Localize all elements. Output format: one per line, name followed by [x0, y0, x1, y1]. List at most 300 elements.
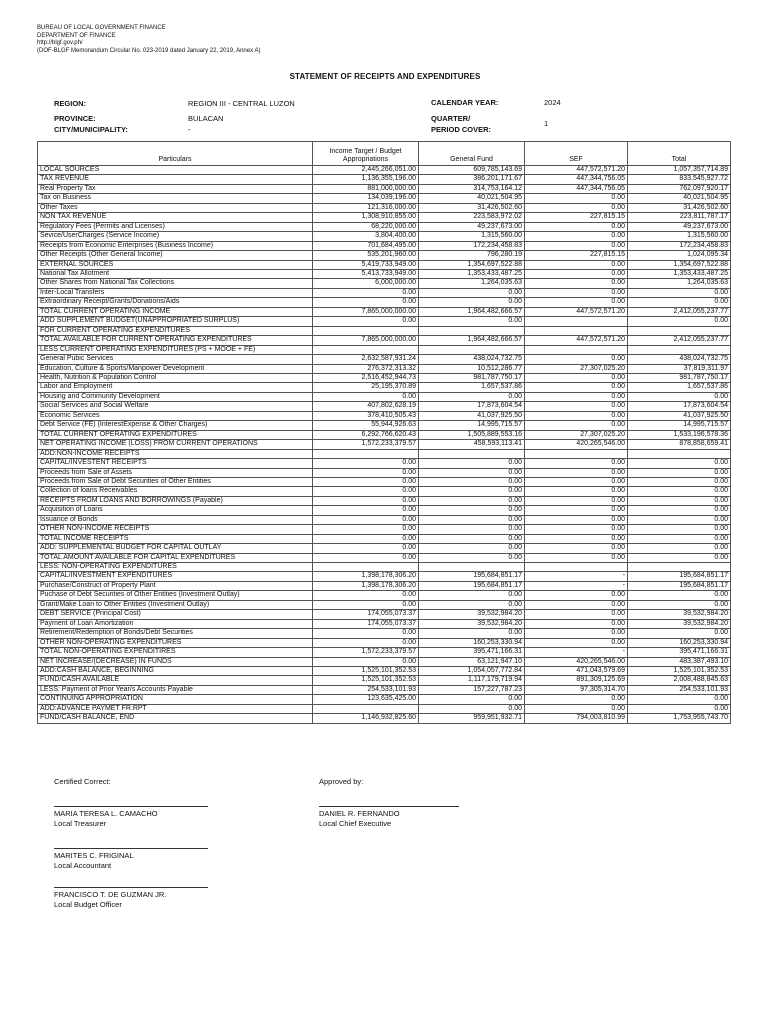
total-cell: 1,354,697,522.88 — [628, 260, 731, 269]
treasurer-signature-line — [54, 806, 208, 807]
income-target-cell: 1,146,932,825.60 — [313, 714, 419, 723]
income-target-cell: 535,201,960.00 — [313, 251, 419, 260]
sef-cell: 0.00 — [525, 421, 628, 430]
sef-cell: 0.00 — [525, 619, 628, 628]
income-target-cell: 0.00 — [313, 629, 419, 638]
income-target-cell: 0.00 — [313, 317, 419, 326]
total-cell: 0.00 — [628, 506, 731, 515]
total-cell: 17,873,604.54 — [628, 402, 731, 411]
income-target-cell: 134,039,196.00 — [313, 194, 419, 203]
column-header-income-target: Income Target / Budget Appropriations — [313, 142, 419, 166]
income-target-cell — [313, 345, 419, 354]
total-cell: 0.00 — [628, 487, 731, 496]
total-cell: 195,684,851.17 — [628, 581, 731, 590]
total-cell: 0.00 — [628, 600, 731, 609]
total-cell: 0.00 — [628, 591, 731, 600]
particulars-cell: DEBT SERVICE (Principal Cost) — [38, 610, 313, 619]
total-cell: 1,657,537.86 — [628, 383, 731, 392]
general-fund-cell: 0.00 — [419, 591, 525, 600]
sef-cell: 0.00 — [525, 610, 628, 619]
total-cell: 0.00 — [628, 288, 731, 297]
table-row — [38, 345, 731, 354]
income-target-cell: 0.00 — [313, 477, 419, 486]
sef-cell: 0.00 — [525, 629, 628, 638]
particulars-cell: NON TAX REVENUE — [38, 213, 313, 222]
table-row — [38, 676, 731, 685]
sef-cell: 0.00 — [525, 459, 628, 468]
income-target-cell: 0.00 — [313, 525, 419, 534]
particulars-cell: General Pubic Services — [38, 355, 313, 364]
income-target-cell: 0.00 — [313, 487, 419, 496]
table-row — [38, 430, 731, 439]
general-fund-cell: 63,121,947.10 — [419, 657, 525, 666]
total-cell: 1,753,955,743.70 — [628, 714, 731, 723]
general-fund-cell: 0.00 — [419, 553, 525, 562]
table-row — [38, 411, 731, 420]
general-fund-cell: 1,264,035.63 — [419, 279, 525, 288]
table-row — [38, 222, 731, 231]
approved-by-label: Approved by: — [319, 777, 364, 786]
table-row — [38, 477, 731, 486]
total-cell: 0.00 — [628, 695, 731, 704]
table-row — [38, 241, 731, 250]
general-fund-cell: 0.00 — [419, 525, 525, 534]
table-row — [38, 307, 731, 316]
income-target-cell: 7,865,000,000.00 — [313, 307, 419, 316]
total-cell: 0.00 — [628, 317, 731, 326]
general-fund-cell: 14,995,715.57 — [419, 421, 525, 430]
sef-cell: 447,572,571.20 — [525, 336, 628, 345]
general-fund-cell — [419, 345, 525, 354]
income-target-cell: 7,865,000,000.00 — [313, 336, 419, 345]
total-cell: 0.00 — [628, 629, 731, 638]
region-value: REGION III - CENTRAL LUZON — [188, 99, 295, 108]
total-cell: 0.00 — [628, 477, 731, 486]
table-row — [38, 203, 731, 212]
general-fund-cell: 195,684,851.17 — [419, 572, 525, 581]
income-target-cell: 1,525,101,352.53 — [313, 676, 419, 685]
general-fund-cell: 395,471,166.31 — [419, 648, 525, 657]
quarter-value: 1 — [544, 119, 549, 128]
total-cell: 1,264,035.63 — [628, 279, 731, 288]
particulars-cell: Grant/Make Loan to Other Entities (Investment Outlay) — [38, 600, 313, 609]
sef-cell: 0.00 — [525, 553, 628, 562]
total-cell: 0.00 — [628, 392, 731, 401]
period-cover-label: PERIOD COVER: — [431, 125, 492, 134]
income-target-cell: 0.00 — [313, 496, 419, 505]
income-target-cell: 0.00 — [313, 392, 419, 401]
income-target-cell: 0.00 — [313, 638, 419, 647]
table-row — [38, 629, 731, 638]
general-fund-cell: 959,951,932.71 — [419, 714, 525, 723]
total-cell: 39,532,984.20 — [628, 619, 731, 628]
sef-cell: 0.00 — [525, 260, 628, 269]
calendar-year-label: CALENDAR YEAR: — [431, 98, 499, 107]
sef-cell: 420,265,546.00 — [525, 657, 628, 666]
sef-cell: 447,344,756.05 — [525, 175, 628, 184]
table-row — [38, 591, 731, 600]
sef-cell: 0.00 — [525, 232, 628, 241]
sef-cell: 794,003,810.99 — [525, 714, 628, 723]
income-target-cell: 25,195,370.89 — [313, 383, 419, 392]
general-fund-cell: 314,753,164.12 — [419, 184, 525, 193]
table-row — [38, 269, 731, 278]
total-cell — [628, 326, 731, 335]
total-cell: 762,097,920.17 — [628, 184, 731, 193]
table-row — [38, 572, 731, 581]
income-target-cell: 121,316,000.00 — [313, 203, 419, 212]
particulars-cell: Health, Nutrition & Population Control — [38, 373, 313, 382]
particulars-cell: LOCAL SOURCES — [38, 166, 313, 175]
column-header-sef: SEF — [525, 142, 628, 166]
table-row — [38, 440, 731, 449]
general-fund-cell: 1,054,057,772.84 — [419, 667, 525, 676]
table-row — [38, 714, 731, 723]
income-target-cell — [313, 563, 419, 572]
particulars-cell: Issuance of Bonds — [38, 515, 313, 524]
table-row — [38, 515, 731, 524]
particulars-cell: TOTAL CURRENT OPERATING INCOME — [38, 307, 313, 316]
total-cell: 160,253,330.94 — [628, 638, 731, 647]
income-target-cell: 123,635,425.00 — [313, 695, 419, 704]
sef-cell: 27,307,025.20 — [525, 430, 628, 439]
general-fund-cell: 0.00 — [419, 477, 525, 486]
calendar-year-value: 2024 — [544, 98, 561, 107]
table-row — [38, 459, 731, 468]
income-target-cell: 0.00 — [313, 298, 419, 307]
total-cell: 438,024,732.75 — [628, 355, 731, 364]
total-cell: 1,057,357,714.89 — [628, 166, 731, 175]
sef-cell: 0.00 — [525, 506, 628, 515]
table-row — [38, 421, 731, 430]
sef-cell: 447,344,756.05 — [525, 184, 628, 193]
header-line-memorandum: (DOF-BLGF Memorandum Circular No. 023-2019 dated January 22, 2019, Annex A) — [37, 47, 261, 54]
total-cell: 833,545,927.72 — [628, 175, 731, 184]
income-target-cell: 881,000,000.00 — [313, 184, 419, 193]
total-cell — [628, 345, 731, 354]
total-cell: 40,021,504.95 — [628, 194, 731, 203]
total-cell: 1,315,560.00 — [628, 232, 731, 241]
income-target-cell: 0.00 — [313, 544, 419, 553]
particulars-cell: ADD: SUPPLEMENTAL BUDGET FOR CAPITAL OUTLAY — [38, 544, 313, 553]
total-cell: 1,525,101,352.53 — [628, 667, 731, 676]
table-row — [38, 402, 731, 411]
table-row — [38, 213, 731, 222]
sef-cell: 0.00 — [525, 468, 628, 477]
sef-cell: 891,309,125.69 — [525, 676, 628, 685]
general-fund-cell: 0.00 — [419, 704, 525, 713]
receipts-expenditures-table — [37, 141, 731, 724]
total-cell — [628, 449, 731, 458]
table-row — [38, 638, 731, 647]
income-target-cell: 1,398,178,306.20 — [313, 572, 419, 581]
general-fund-cell: 458,593,113.41 — [419, 440, 525, 449]
table-row — [38, 184, 731, 193]
general-fund-cell: 0.00 — [419, 600, 525, 609]
general-fund-cell: 0.00 — [419, 496, 525, 505]
table-row — [38, 288, 731, 297]
total-cell: 483,387,493.10 — [628, 657, 731, 666]
table-row — [38, 487, 731, 496]
general-fund-cell: 0.00 — [419, 468, 525, 477]
particulars-cell: TOTAL AVAILABLE FOR CURRENT OPERATING EXPENDITURES — [38, 336, 313, 345]
table-row — [38, 534, 731, 543]
city-value: - — [188, 125, 191, 134]
sef-cell: 0.00 — [525, 600, 628, 609]
general-fund-cell: 0.00 — [419, 392, 525, 401]
particulars-cell: Debt Service (FE) (InterestExpense & Other Charges) — [38, 421, 313, 430]
particulars-cell: EXTERNAL SOURCES — [38, 260, 313, 269]
header-line-department: DEPARTMENT OF FINANCE — [37, 32, 116, 39]
total-cell: 31,426,502.60 — [628, 203, 731, 212]
sef-cell: 0.00 — [525, 402, 628, 411]
general-fund-cell — [419, 449, 525, 458]
income-target-cell: 174,055,073.37 — [313, 619, 419, 628]
sef-cell: 0.00 — [525, 194, 628, 203]
general-fund-cell: 386,201,171.67 — [419, 175, 525, 184]
table-row — [38, 279, 731, 288]
region-label: REGION: — [54, 99, 87, 108]
general-fund-cell: 39,532,984.20 — [419, 610, 525, 619]
table-row — [38, 383, 731, 392]
sef-cell: 0.00 — [525, 279, 628, 288]
province-value: BULACAN — [188, 114, 224, 123]
sef-cell: 0.00 — [525, 515, 628, 524]
table-row — [38, 251, 731, 260]
income-target-cell: 1,308,910,855.00 — [313, 213, 419, 222]
sef-cell: 0.00 — [525, 591, 628, 600]
particulars-cell: Puchase of Debt Securities of Other Entities (Investment Outlay) — [38, 591, 313, 600]
table-row — [38, 468, 731, 477]
income-target-cell: 1,398,178,306.20 — [313, 581, 419, 590]
column-header-general-fund: General Fund — [419, 142, 525, 166]
income-target-cell: 276,372,313.32 — [313, 364, 419, 373]
general-fund-cell: 0.00 — [419, 515, 525, 524]
total-cell: 49,237,673.00 — [628, 222, 731, 231]
income-target-cell: 0.00 — [313, 591, 419, 600]
total-cell: 2,412,055,237.77 — [628, 336, 731, 345]
general-fund-cell: 981,787,750.17 — [419, 373, 525, 382]
table-row — [38, 449, 731, 458]
income-target-cell: 5,419,733,949.00 — [313, 260, 419, 269]
particulars-cell: OTHER NON-OPERATING EXPENDITURES — [38, 638, 313, 647]
general-fund-cell — [419, 326, 525, 335]
particulars-cell: ADD:ADVANCE PAYMET FR.RPT — [38, 704, 313, 713]
total-cell: 0.00 — [628, 515, 731, 524]
sef-cell: 420,265,546.00 — [525, 440, 628, 449]
executive-title: Local Chief Executive — [319, 819, 392, 828]
income-target-cell: 0.00 — [313, 506, 419, 515]
general-fund-cell: 796,280.19 — [419, 251, 525, 260]
sef-cell: 0.00 — [525, 411, 628, 420]
general-fund-cell: 0.00 — [419, 629, 525, 638]
certified-correct-label: Certified Correct: — [54, 777, 111, 786]
table-row — [38, 364, 731, 373]
general-fund-cell: 438,024,732.75 — [419, 355, 525, 364]
header-line-bureau: BUREAU OF LOCAL GOVERNMENT FINANCE — [37, 25, 166, 31]
particulars-cell: RECEIPTS FROM LOANS AND BORROWINGS (Payable) — [38, 496, 313, 505]
total-cell: 0.00 — [628, 534, 731, 543]
total-cell: 0.00 — [628, 544, 731, 553]
general-fund-cell: 223,583,972.02 — [419, 213, 525, 222]
general-fund-cell: 10,512,286.77 — [419, 364, 525, 373]
sef-cell: 0.00 — [525, 704, 628, 713]
particulars-cell: Other Taxes — [38, 203, 313, 212]
sef-cell: 0.00 — [525, 392, 628, 401]
general-fund-cell: 195,684,851.17 — [419, 581, 525, 590]
total-cell: 254,533,101.93 — [628, 685, 731, 694]
total-cell: 1,024,095.34 — [628, 251, 731, 260]
total-cell: 981,787,750.17 — [628, 373, 731, 382]
income-target-cell: 2,632,587,931.24 — [313, 355, 419, 364]
particulars-cell: Acquisition of Loans — [38, 506, 313, 515]
table-row — [38, 506, 731, 515]
table-row — [38, 610, 731, 619]
general-fund-cell: 1,354,697,522.88 — [419, 260, 525, 269]
income-target-cell: 0.00 — [313, 515, 419, 524]
general-fund-cell — [419, 563, 525, 572]
general-fund-cell: 1,657,537.86 — [419, 383, 525, 392]
sef-cell: 0.00 — [525, 544, 628, 553]
income-target-cell: 6,000,000.00 — [313, 279, 419, 288]
income-target-cell: 68,220,000.00 — [313, 222, 419, 231]
income-target-cell — [313, 704, 419, 713]
sef-cell — [525, 563, 628, 572]
income-target-cell: 5,413,733,949.00 — [313, 269, 419, 278]
particulars-cell: FOR CURRENT OPERATING EXPENDITURES — [38, 326, 313, 335]
header-line-url: http://blgf.gov.ph/ — [37, 40, 83, 46]
general-fund-cell: 40,021,504.95 — [419, 194, 525, 203]
sef-cell: 0.00 — [525, 534, 628, 543]
total-cell — [628, 563, 731, 572]
sef-cell — [525, 317, 628, 326]
sef-cell: 0.00 — [525, 222, 628, 231]
sef-cell: 0.00 — [525, 373, 628, 382]
table-row — [38, 600, 731, 609]
table-row — [38, 581, 731, 590]
particulars-cell: TAX REVENUE — [38, 175, 313, 184]
particulars-cell: FUND/CASH AVAILABLE — [38, 676, 313, 685]
income-target-cell: 55,944,926.63 — [313, 421, 419, 430]
particulars-cell: Payment of Loan Amortization — [38, 619, 313, 628]
general-fund-cell: 0.00 — [419, 288, 525, 297]
income-target-cell — [313, 449, 419, 458]
table-row — [38, 298, 731, 307]
sef-cell: 0.00 — [525, 203, 628, 212]
sef-cell: - — [525, 648, 628, 657]
income-target-cell: 701,684,495.00 — [313, 241, 419, 250]
particulars-cell: Sevice/UserCharges (Service Income) — [38, 232, 313, 241]
budget-officer-title: Local Budget Officer — [54, 900, 122, 909]
particulars-cell: Receipts from Economic Enterprises (Business Income) — [38, 241, 313, 250]
general-fund-cell: 1,315,560.00 — [419, 232, 525, 241]
table-row — [38, 175, 731, 184]
particulars-cell: LESS CURRENT OPERATING EXPENDITURES (PS + MOOE + FE) — [38, 345, 313, 354]
table-header-row — [38, 142, 731, 166]
sef-cell: 227,815.15 — [525, 251, 628, 260]
sef-cell: 0.00 — [525, 241, 628, 250]
income-target-cell — [313, 326, 419, 335]
income-target-cell: 174,055,073.37 — [313, 610, 419, 619]
total-cell: 2,008,488,845.63 — [628, 676, 731, 685]
particulars-cell: ADD:CASH BALANCE, BEGINNING — [38, 667, 313, 676]
general-fund-cell: 0.00 — [419, 534, 525, 543]
total-cell: 223,811,787.17 — [628, 213, 731, 222]
sef-cell: 0.00 — [525, 298, 628, 307]
particulars-cell: TOTAL NON-OPERATING EXPENDITIRES — [38, 648, 313, 657]
particulars-cell: Inter-Local Transfers — [38, 288, 313, 297]
executive-signature-line — [319, 806, 459, 807]
particulars-cell: ADD:NON-INCOME RECEIPTS — [38, 449, 313, 458]
general-fund-cell: 160,253,330.94 — [419, 638, 525, 647]
table-body — [38, 166, 731, 724]
total-cell: 0.00 — [628, 525, 731, 534]
particulars-cell: CAPITAL/INVESTMENT EXPENDITURES — [38, 572, 313, 581]
general-fund-cell: 41,037,925.50 — [419, 411, 525, 420]
general-fund-cell: 1,964,482,666.57 — [419, 307, 525, 316]
particulars-cell: Real Property Tax — [38, 184, 313, 193]
quarter-label: QUARTER/ — [431, 114, 471, 123]
total-cell: 0.00 — [628, 468, 731, 477]
table-row — [38, 695, 731, 704]
table-row — [38, 355, 731, 364]
particulars-cell: Purchase/Construct of Property Plant — [38, 581, 313, 590]
table-row — [38, 685, 731, 694]
column-header-total: Total — [628, 142, 731, 166]
general-fund-cell: 0.00 — [419, 459, 525, 468]
table-row — [38, 667, 731, 676]
general-fund-cell: 609,785,143.69 — [419, 166, 525, 175]
total-cell: 0.00 — [628, 459, 731, 468]
total-cell: 0.00 — [628, 496, 731, 505]
column-header-particulars: Particulars — [38, 142, 313, 166]
table-row — [38, 260, 731, 269]
sef-cell: 227,815.15 — [525, 213, 628, 222]
sef-cell: 0.00 — [525, 288, 628, 297]
total-cell: 1,533,196,578.36 — [628, 430, 731, 439]
particulars-cell: Proceeds from Sale of Assets — [38, 468, 313, 477]
income-target-cell: 378,410,505.43 — [313, 411, 419, 420]
budget-officer-signature-line — [54, 887, 208, 888]
general-fund-cell: 1,117,179,719.94 — [419, 676, 525, 685]
total-cell: 172,234,458.83 — [628, 241, 731, 250]
sef-cell: 471,043,579.69 — [525, 667, 628, 676]
particulars-cell: Other Shares from National Tax Collections — [38, 279, 313, 288]
income-target-cell: 407,802,628.19 — [313, 402, 419, 411]
general-fund-cell: 0.00 — [419, 317, 525, 326]
particulars-cell: Tax on Business — [38, 194, 313, 203]
budget-officer-name: FRANCISCO T. DE GUZMAN JR. — [54, 890, 167, 899]
income-target-cell: 1,525,101,352.53 — [313, 667, 419, 676]
income-target-cell: 0.00 — [313, 657, 419, 666]
particulars-cell: Regulatory Fees (Permits and Licenses) — [38, 222, 313, 231]
particulars-cell: Labor and Employment — [38, 383, 313, 392]
sef-cell: 97,305,314.70 — [525, 685, 628, 694]
total-cell: 41,037,925.50 — [628, 411, 731, 420]
income-target-cell: 0.00 — [313, 468, 419, 477]
sef-cell: 0.00 — [525, 695, 628, 704]
particulars-cell: Other Receipts (Other General Income) — [38, 251, 313, 260]
particulars-cell: Extraordinary Receipt/Grants/Donations/Aids — [38, 298, 313, 307]
table-row — [38, 336, 731, 345]
total-cell: 14,995,715.57 — [628, 421, 731, 430]
treasurer-name: MARIA TERESA L. CAMACHO — [54, 809, 158, 818]
particulars-cell: TOTAL AMOUNT AVAILABLE FOR CAPITAL EXPENDITURES — [38, 553, 313, 562]
income-target-cell: 0.00 — [313, 459, 419, 468]
table-row — [38, 704, 731, 713]
total-cell: 878,858,659.41 — [628, 440, 731, 449]
particulars-cell: Collection of loans Receivables — [38, 487, 313, 496]
